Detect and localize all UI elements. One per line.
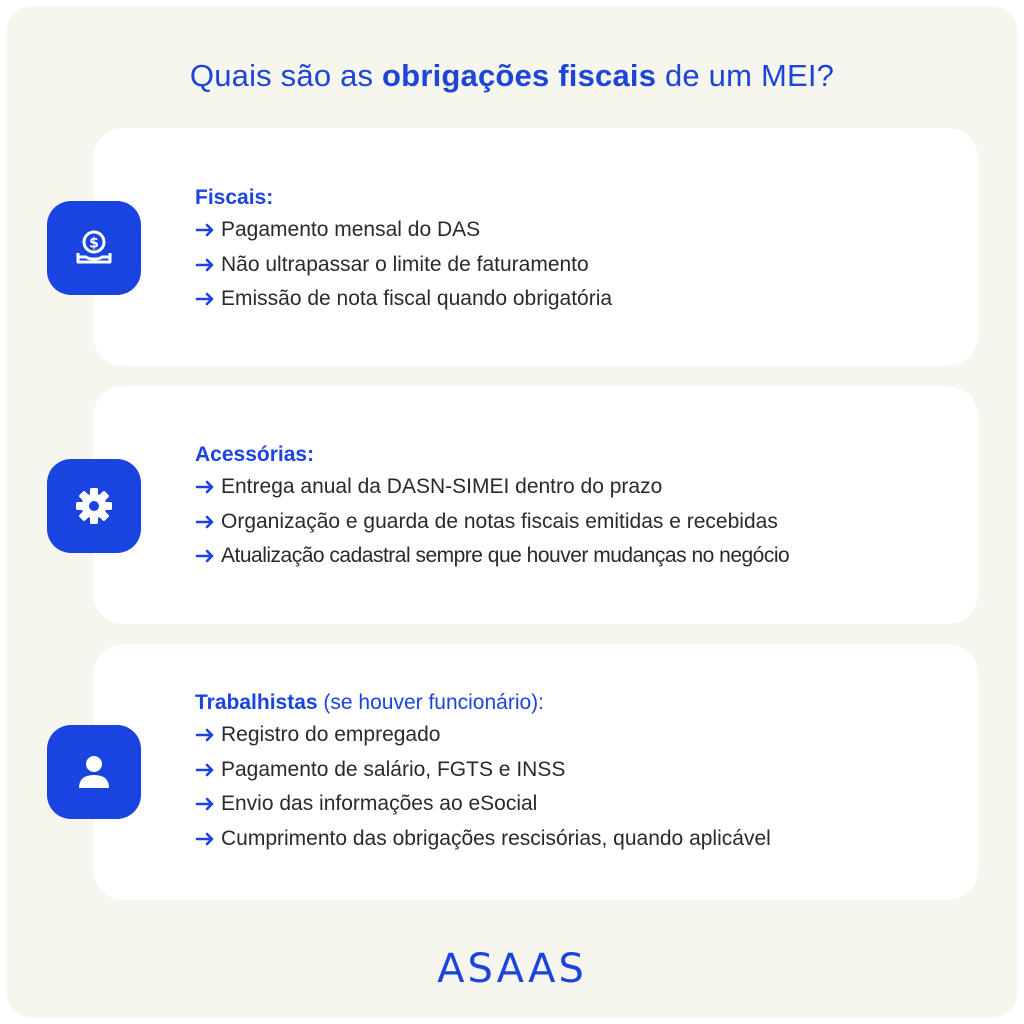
section-content-fiscais <box>195 183 955 317</box>
arrow-right-icon <box>195 291 217 307</box>
list-item: Atualização cadastral sempre que houver mudanças no negócio <box>195 539 955 574</box>
section-content-trabalhistas <box>195 688 955 856</box>
list-item: Não ultrapassar o limite de faturamento <box>195 248 955 283</box>
arrow-right-icon <box>195 257 217 273</box>
list-item: Registro do empregado <box>195 718 955 753</box>
gear-icon <box>72 484 116 528</box>
icon-tile-acessorias <box>47 459 141 553</box>
arrow-right-icon <box>195 479 217 495</box>
icon-tile-fiscais <box>47 201 141 295</box>
section-heading-note: (se houver funcionário): <box>317 691 545 714</box>
arrow-right-icon <box>195 727 217 743</box>
title-prefix: Quais são as <box>189 58 383 93</box>
dollar-coin-hand-icon <box>72 226 116 270</box>
section-heading: Trabalhistas (se houver funcionário): <box>195 691 545 714</box>
section-content-acessorias <box>195 440 955 574</box>
asaas-logo: ASAAS <box>437 946 587 992</box>
list-item: Emissão de nota fiscal quando obrigatória <box>195 282 955 317</box>
arrow-right-icon <box>195 548 217 564</box>
user-icon <box>72 750 116 794</box>
title-bold: obrigações fiscais <box>382 58 657 93</box>
list-item: Pagamento mensal do DAS <box>195 213 955 248</box>
arrow-right-icon <box>195 222 217 238</box>
arrow-right-icon <box>195 514 217 530</box>
list-item: Organização e guarda de notas fiscais emitidas e recebidas <box>195 505 955 540</box>
list-item: Cumprimento das obrigações rescisórias, quando aplicável <box>195 822 955 857</box>
section-heading: Fiscais: <box>195 186 274 209</box>
page-title <box>0 58 1024 94</box>
list-item: Entrega anual da DASN-SIMEI dentro do prazo <box>195 470 955 505</box>
list-item: Envio das informações ao eSocial <box>195 787 955 822</box>
icon-tile-trabalhistas <box>47 725 141 819</box>
arrow-right-icon <box>195 796 217 812</box>
svg-text:$: $ <box>89 235 99 252</box>
list-item: Pagamento de salário, FGTS e INSS <box>195 753 955 788</box>
section-heading: Acessórias: <box>195 443 315 466</box>
title-suffix: de um MEI? <box>656 58 835 93</box>
arrow-right-icon <box>195 762 217 778</box>
arrow-right-icon <box>195 831 217 847</box>
